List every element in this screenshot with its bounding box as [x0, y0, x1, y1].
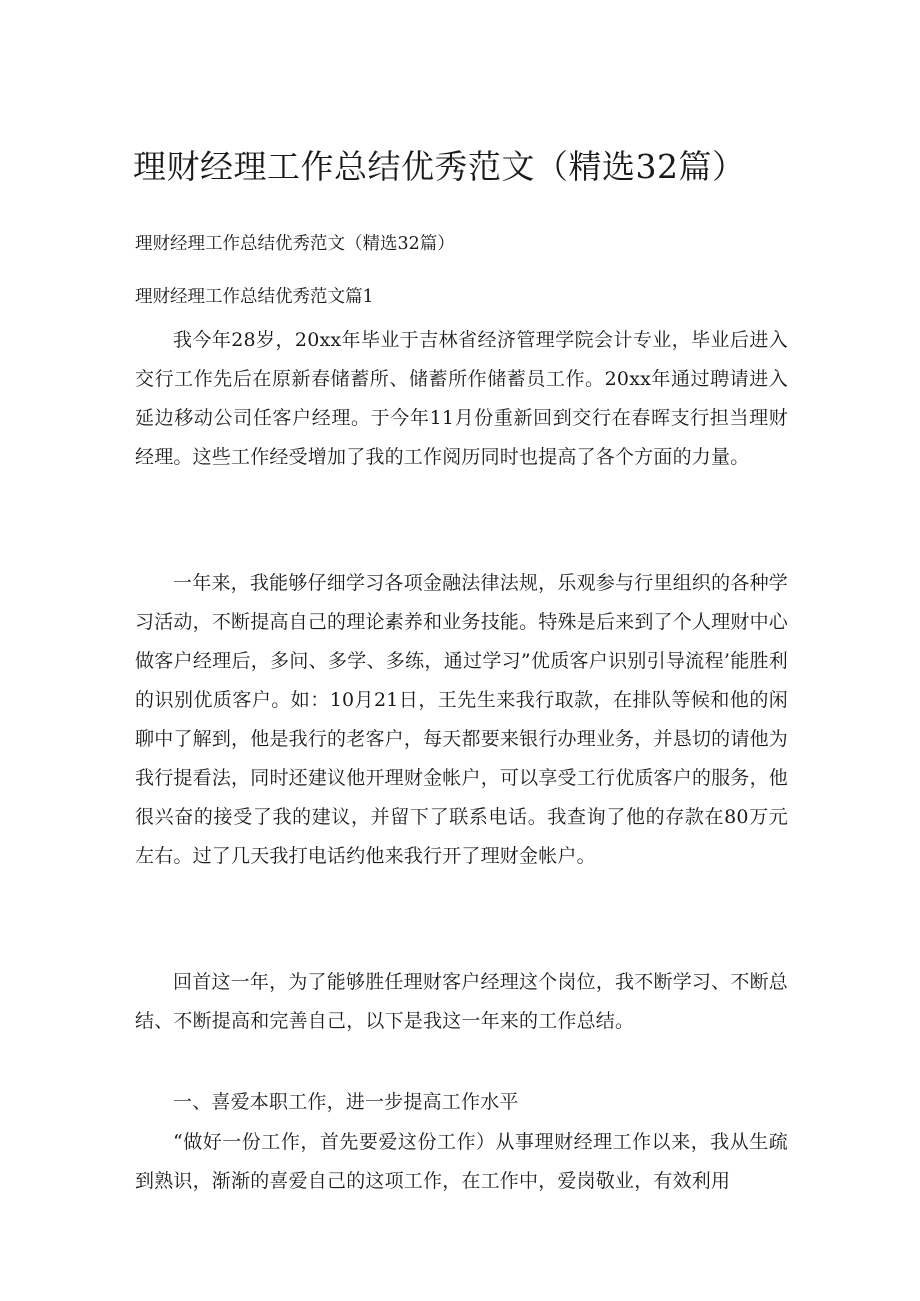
paragraph-love-job: “做好一份工作，首先要爱这份工作）从事理财经理工作以来，我从生疏到熟识，渐渐的喜爱自己的这项工作，在工作中，爱岗敬业，有效利用	[135, 1131, 788, 1192]
section-title: 理财经理工作总结优秀范文篇1	[135, 287, 374, 307]
heading-section-one: 一、喜爱本职工作，进一步提高工作水平	[173, 1091, 519, 1113]
paragraph-study: 一年来，我能够仔细学习各项金融法律法规，乐观参与行里组织的各种学习活动，不断提高自己的理论素养和业务技能。特殊是后来到了个人理财中心做客户经理后，多问、多学、多练，通过学习”优质客户识别引导流程’能胜利的识别优质客户。如：10月21日，王先生来我行取款，在排队等候和他的闲聊中了解到，他是我行的老客户，每天都要来银行办理业务，并恳切的请他为我行提看法，同时还建议他开理财金帐户，可以享受工行优质客户的服务，他很兴奋的接受了我的建议，并留下了联系电话。我查询了他的存款在80万元左右。过了几天我打电话约他来我行开了理财金帐户。	[135, 572, 788, 867]
document-subtitle: 理财经理工作总结优秀范文（精选32篇）	[135, 234, 455, 254]
paragraph-review: 回首这一年，为了能够胜任理财客户经理这个岗位，我不断学习、不断总结、不断提高和完善自己，以下是我这一年来的工作总结。	[135, 971, 788, 1032]
paragraph-intro: 我今年28岁，20xx年毕业于吉林省经济管理学院会计专业，毕业后进入交行工作先后在原新春储蓄所、储蓄所作储蓄员工作。20xx年通过聘请进入延边移动公司任客户经理。于今年11月份重新回到交行在春晖支行担当理财经理。这些工作经受增加了我的工作阅历同时也提高了各个方面的力量。	[135, 329, 788, 468]
document-title: 理财经理工作总结优秀范文（精选32篇）	[133, 147, 746, 186]
